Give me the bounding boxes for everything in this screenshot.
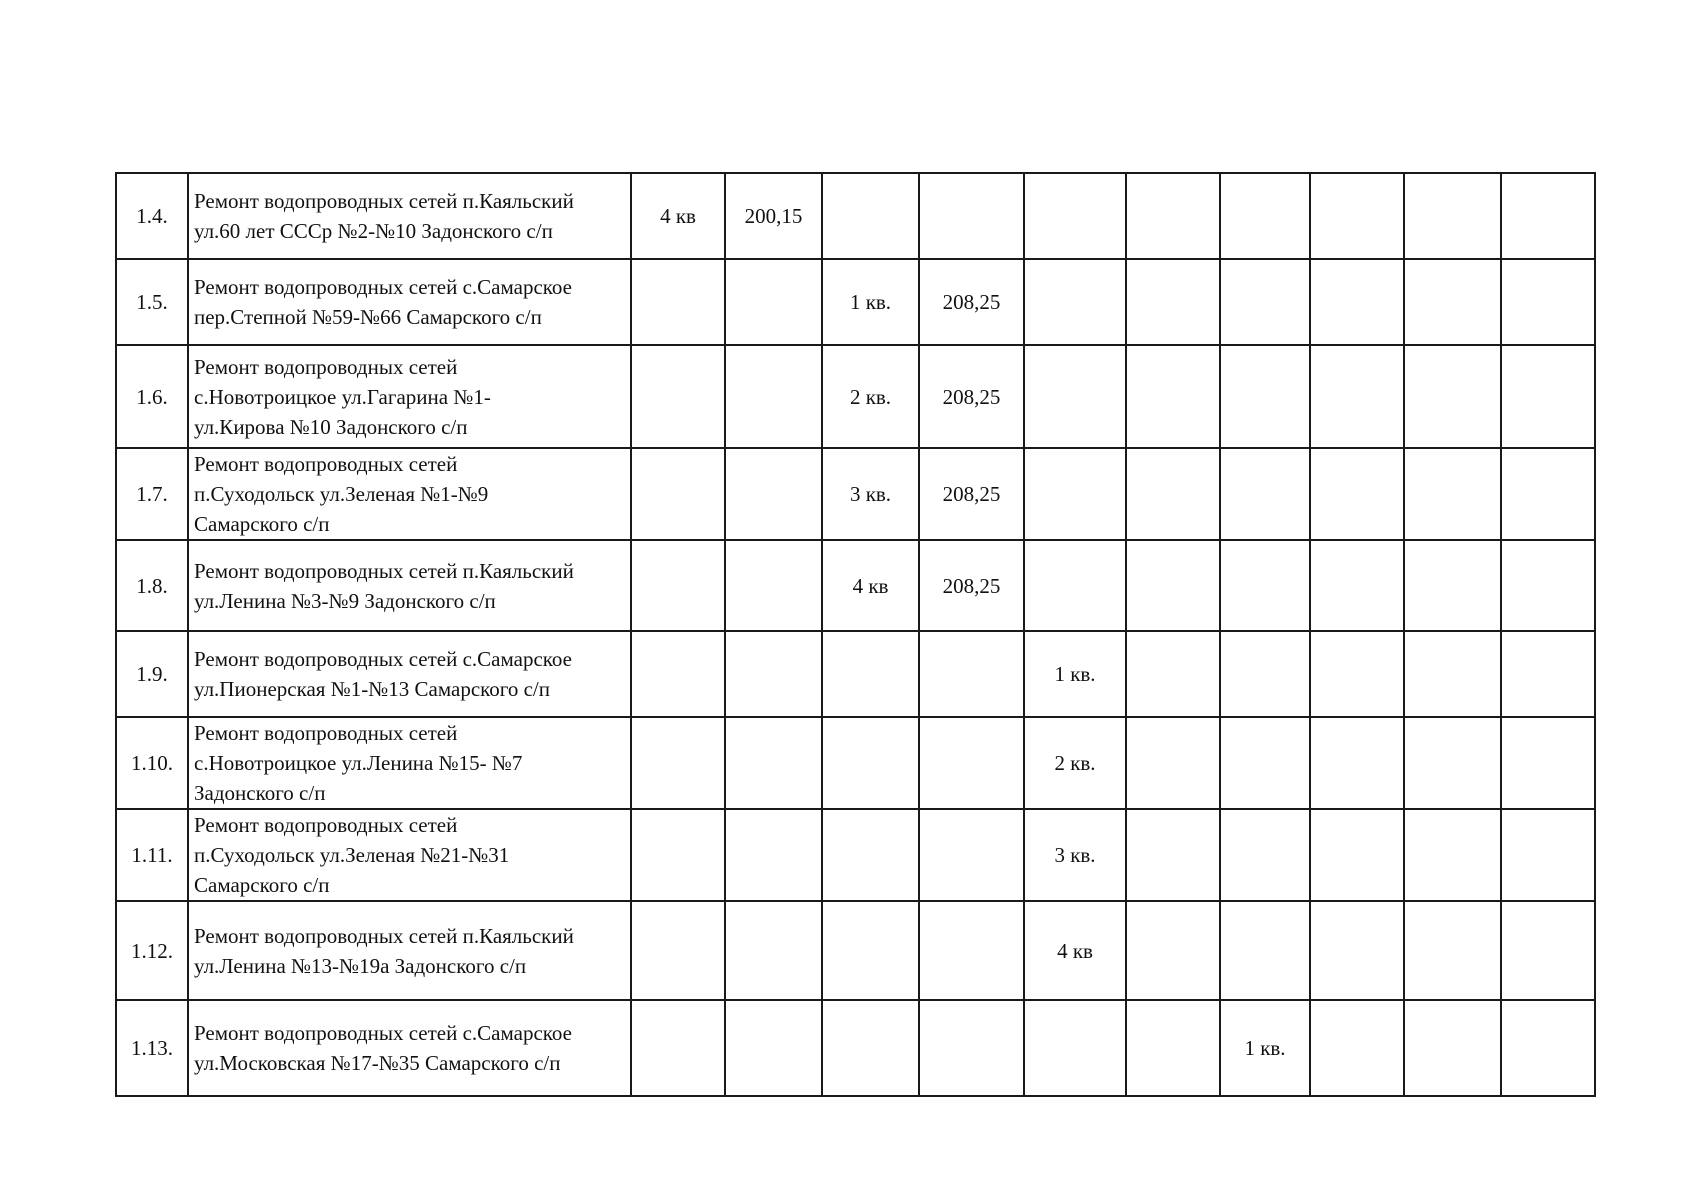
schedule-cell	[725, 901, 822, 1000]
schedule-cell	[1310, 259, 1404, 345]
description-line: п.Суходольск ул.Зеленая №1-№9	[194, 482, 489, 506]
schedule-cell	[1404, 901, 1501, 1000]
description-line: ул.Пионерская №1-№13 Самарского с/п	[194, 677, 551, 701]
schedule-cell	[1024, 259, 1126, 345]
schedule-cell	[725, 809, 822, 901]
schedule-cell	[725, 631, 822, 717]
schedule-cell	[1310, 809, 1404, 901]
schedule-cell	[919, 809, 1024, 901]
schedule-cell	[1024, 448, 1126, 540]
schedule-cell: 208,25	[919, 259, 1024, 345]
schedule-cell: 4 кв	[822, 540, 919, 631]
schedule-cell	[1024, 540, 1126, 631]
schedule-cell: 208,25	[919, 345, 1024, 448]
schedule-cell	[1310, 448, 1404, 540]
description-line: Ремонт водопроводных сетей с.Самарское	[194, 647, 572, 671]
schedule-cell	[1501, 1000, 1595, 1096]
schedule-cell: 1 кв.	[1024, 631, 1126, 717]
schedule-cell	[822, 809, 919, 901]
schedule-cell	[1310, 1000, 1404, 1096]
schedule-cell	[631, 1000, 725, 1096]
table-row	[116, 631, 1595, 717]
schedule-cell: 3 кв.	[822, 448, 919, 540]
schedule-cell: 208,25	[919, 448, 1024, 540]
schedule-cell	[1220, 173, 1310, 259]
schedule-cell	[631, 809, 725, 901]
schedule-cell	[1404, 540, 1501, 631]
schedule-cell: 2 кв.	[1024, 717, 1126, 809]
description-line: Самарского с/п	[194, 873, 330, 897]
description-line: ул.Кирова №10 Задонского с/п	[194, 414, 468, 439]
work-description	[188, 173, 631, 259]
row-number: 1.4.	[116, 173, 188, 259]
description-line: ул.Ленина №13-№19а Задонского с/п	[194, 953, 527, 978]
schedule-cell	[919, 901, 1024, 1000]
schedule-cell	[1126, 1000, 1220, 1096]
work-description	[188, 259, 631, 345]
table-row	[116, 809, 1595, 901]
schedule-cell: 4 кв	[631, 173, 725, 259]
row-number: 1.10.	[116, 717, 188, 809]
schedule-cell	[1310, 345, 1404, 448]
description-line: Ремонт водопроводных сетей с.Самарское	[194, 275, 572, 299]
schedule-cell	[631, 901, 725, 1000]
schedule-cell	[822, 1000, 919, 1096]
schedule-cell	[1404, 448, 1501, 540]
schedule-cell	[1220, 809, 1310, 901]
description-line: п.Суходольск ул.Зеленая №21-№31	[194, 843, 510, 867]
row-number: 1.12.	[116, 901, 188, 1000]
schedule-cell	[1220, 448, 1310, 540]
schedule-cell: 1 кв.	[822, 259, 919, 345]
table-row	[116, 173, 1595, 259]
schedule-cell	[1220, 345, 1310, 448]
work-description	[188, 717, 631, 809]
schedule-cell	[631, 448, 725, 540]
schedule-cell	[1310, 901, 1404, 1000]
schedule-cell	[1404, 809, 1501, 901]
schedule-cell: 208,25	[919, 540, 1024, 631]
schedule-cell	[1220, 901, 1310, 1000]
work-description	[188, 901, 631, 1000]
description-line: Ремонт водопроводных сетей	[194, 354, 458, 379]
schedule-cell	[1310, 173, 1404, 259]
description-line: Ремонт водопроводных сетей	[194, 452, 458, 476]
schedule-cell	[1126, 173, 1220, 259]
schedule-cell	[1126, 717, 1220, 809]
schedule-cell	[822, 173, 919, 259]
row-number: 1.5.	[116, 259, 188, 345]
schedule-cell	[1126, 448, 1220, 540]
description-line: ул.Московская №17-№35 Самарского с/п	[194, 1051, 561, 1075]
schedule-cell	[1501, 631, 1595, 717]
description-line: с.Новотроицкое ул.Гагарина №1-	[194, 384, 491, 409]
schedule-cell	[1404, 173, 1501, 259]
table-row	[116, 259, 1595, 345]
schedule-cell	[1126, 631, 1220, 717]
schedule-cell	[1220, 631, 1310, 717]
schedule-cell	[1501, 809, 1595, 901]
table-row	[116, 345, 1595, 448]
schedule-cell	[725, 448, 822, 540]
schedule-cell	[1501, 448, 1595, 540]
row-number: 1.6.	[116, 345, 188, 448]
work-description	[188, 448, 631, 540]
schedule-cell	[1310, 631, 1404, 717]
work-description	[188, 1000, 631, 1096]
schedule-cell	[1501, 540, 1595, 631]
schedule-cell	[1310, 717, 1404, 809]
schedule-cell	[919, 631, 1024, 717]
schedule-cell	[1501, 717, 1595, 809]
schedule-cell	[1404, 631, 1501, 717]
description-line: ул.60 лет СССр №2-№10 Задонского с/п	[194, 219, 553, 243]
description-line: Ремонт водопроводных сетей п.Каяльский	[194, 189, 574, 213]
schedule-cell: 2 кв.	[822, 345, 919, 448]
schedule-cell	[1220, 259, 1310, 345]
row-number: 1.8.	[116, 540, 188, 631]
table-row	[116, 1000, 1595, 1096]
work-description	[188, 809, 631, 901]
schedule-cell	[1404, 1000, 1501, 1096]
schedule-cell: 200,15	[725, 173, 822, 259]
schedule-cell	[1126, 809, 1220, 901]
description-line: Ремонт водопроводных сетей п.Каяльский	[194, 558, 574, 583]
description-line: Ремонт водопроводных сетей	[194, 721, 458, 745]
schedule-cell	[1024, 345, 1126, 448]
schedule-cell	[631, 540, 725, 631]
schedule-cell	[1501, 345, 1595, 448]
schedule-cell	[1126, 345, 1220, 448]
schedule-cell	[919, 717, 1024, 809]
schedule-cell: 4 кв	[1024, 901, 1126, 1000]
schedule-cell: 3 кв.	[1024, 809, 1126, 901]
table-row	[116, 540, 1595, 631]
schedule-cell	[822, 901, 919, 1000]
work-description	[188, 540, 631, 631]
schedule-cell	[919, 173, 1024, 259]
schedule-cell	[1126, 540, 1220, 631]
table-row	[116, 901, 1595, 1000]
schedule-cell	[1220, 540, 1310, 631]
description-line: Ремонт водопроводных сетей п.Каяльский	[194, 923, 574, 948]
repair-plan-table	[115, 172, 1596, 1097]
schedule-cell	[631, 345, 725, 448]
schedule-cell	[1501, 901, 1595, 1000]
schedule-cell	[1310, 540, 1404, 631]
schedule-cell	[1501, 173, 1595, 259]
description-line: пер.Степной №59-№66 Самарского с/п	[194, 305, 542, 329]
table-body	[116, 173, 1595, 1096]
schedule-cell	[725, 717, 822, 809]
work-description	[188, 631, 631, 717]
description-line: Ремонт водопроводных сетей с.Самарское	[194, 1021, 572, 1045]
description-line: Самарского с/п	[194, 512, 330, 536]
schedule-cell	[725, 1000, 822, 1096]
schedule-cell	[1220, 717, 1310, 809]
schedule-cell	[725, 259, 822, 345]
schedule-cell	[725, 345, 822, 448]
table-row	[116, 717, 1595, 809]
schedule-cell	[1024, 173, 1126, 259]
row-number: 1.13.	[116, 1000, 188, 1096]
schedule-cell	[1501, 259, 1595, 345]
schedule-cell	[631, 259, 725, 345]
schedule-cell	[1404, 259, 1501, 345]
description-line: Задонского с/п	[194, 781, 326, 805]
schedule-cell	[919, 1000, 1024, 1096]
schedule-cell	[1126, 259, 1220, 345]
schedule-cell	[1024, 1000, 1126, 1096]
schedule-cell	[631, 631, 725, 717]
schedule-cell	[822, 717, 919, 809]
schedule-cell	[631, 717, 725, 809]
row-number: 1.7.	[116, 448, 188, 540]
description-line: с.Новотроицкое ул.Ленина №15- №7	[194, 751, 523, 775]
schedule-cell	[1126, 901, 1220, 1000]
row-number: 1.11.	[116, 809, 188, 901]
schedule-cell	[822, 631, 919, 717]
schedule-cell	[1404, 345, 1501, 448]
description-line: ул.Ленина №3-№9 Задонского с/п	[194, 588, 496, 613]
description-line: Ремонт водопроводных сетей	[194, 813, 458, 837]
schedule-cell: 1 кв.	[1220, 1000, 1310, 1096]
row-number: 1.9.	[116, 631, 188, 717]
work-description	[188, 345, 631, 448]
schedule-cell	[1404, 717, 1501, 809]
schedule-cell	[725, 540, 822, 631]
table-row	[116, 448, 1595, 540]
